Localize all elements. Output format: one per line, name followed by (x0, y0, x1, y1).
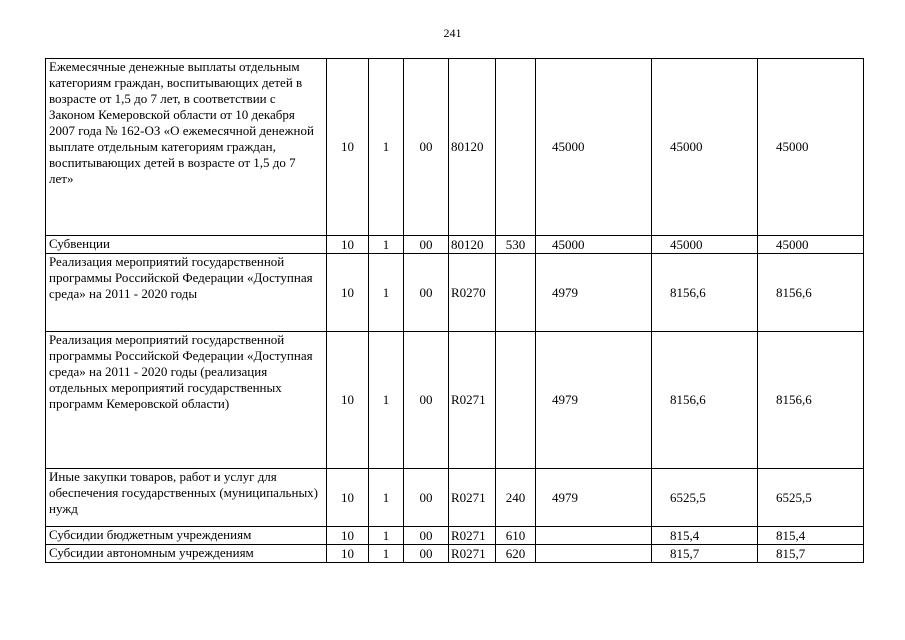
program-code-cell: 00 (404, 469, 449, 527)
amount-cell-1: 45000 (536, 59, 652, 236)
table-row (46, 59, 864, 236)
amount-cell-3: 6525,5 (758, 469, 864, 527)
table-row (46, 545, 864, 563)
amount-cell-1: 45000 (536, 236, 652, 254)
amount-cell-2: 8156,6 (652, 254, 758, 332)
target-article-cell: R0270 (449, 254, 496, 332)
row-name-cell: Реализация мероприятий государственной программы Российской Федерации «Доступная среда» на 2011 - 2020 годы (реализация отдельных мероприятий государственных программ Кемеровской области) (46, 332, 327, 469)
section-code-cell: 10 (327, 469, 369, 527)
subsection-code-cell: 1 (369, 236, 404, 254)
expense-type-cell (496, 254, 536, 332)
program-code-cell: 00 (404, 332, 449, 469)
amount-cell-2: 6525,5 (652, 469, 758, 527)
amount-cell-2: 45000 (652, 236, 758, 254)
page-number: 241 (443, 26, 462, 40)
target-article-cell: R0271 (449, 545, 496, 563)
amount-cell-1: 4979 (536, 469, 652, 527)
amount-cell-3: 815,7 (758, 545, 864, 563)
expense-type-cell: 240 (496, 469, 536, 527)
amount-cell-3: 815,4 (758, 527, 864, 545)
target-article-cell: R0271 (449, 527, 496, 545)
amount-cell-1 (536, 545, 652, 563)
table-row (46, 469, 864, 527)
table-row (46, 332, 864, 469)
amount-cell-1: 4979 (536, 332, 652, 469)
program-code-cell: 00 (404, 59, 449, 236)
expense-type-cell: 610 (496, 527, 536, 545)
section-code-cell: 10 (327, 236, 369, 254)
table-row (46, 527, 864, 545)
row-name-cell: Иные закупки товаров, работ и услуг для обеспечения государственных (муниципальных) нужд (46, 469, 327, 527)
subsection-code-cell: 1 (369, 254, 404, 332)
program-code-cell: 00 (404, 545, 449, 563)
target-article-cell: 80120 (449, 236, 496, 254)
program-code-cell: 00 (404, 527, 449, 545)
program-code-cell: 00 (404, 254, 449, 332)
table-row (46, 254, 864, 332)
amount-cell-3: 45000 (758, 59, 864, 236)
program-code-cell: 00 (404, 236, 449, 254)
amount-cell-3: 8156,6 (758, 254, 864, 332)
amount-cell-1 (536, 527, 652, 545)
budget-table (45, 58, 864, 563)
subsection-code-cell: 1 (369, 469, 404, 527)
amount-cell-3: 45000 (758, 236, 864, 254)
subsection-code-cell: 1 (369, 332, 404, 469)
row-name-cell: Субвенции (46, 236, 327, 254)
amount-cell-2: 815,7 (652, 545, 758, 563)
section-code-cell: 10 (327, 545, 369, 563)
subsection-code-cell: 1 (369, 527, 404, 545)
expense-type-cell (496, 59, 536, 236)
amount-cell-2: 8156,6 (652, 332, 758, 469)
section-code-cell: 10 (327, 332, 369, 469)
amount-cell-2: 45000 (652, 59, 758, 236)
row-name-cell: Реализация мероприятий государственной программы Российской Федерации «Доступная среда» на 2011 - 2020 годы (46, 254, 327, 332)
section-code-cell: 10 (327, 254, 369, 332)
subsection-code-cell: 1 (369, 545, 404, 563)
section-code-cell: 10 (327, 59, 369, 236)
target-article-cell: R0271 (449, 469, 496, 527)
row-name-cell: Субсидии автономным учреждениям (46, 545, 327, 563)
amount-cell-2: 815,4 (652, 527, 758, 545)
expense-type-cell (496, 332, 536, 469)
expense-type-cell: 620 (496, 545, 536, 563)
expense-type-cell: 530 (496, 236, 536, 254)
subsection-code-cell: 1 (369, 59, 404, 236)
row-name-cell: Ежемесячные денежные выплаты отдельным категориям граждан, воспитывающих детей в возрасте от 1,5 до 7 лет, в соответствии с Законом Кемеровской области от 10 декабря 2007 года № 162-ОЗ «О ежемесячной денежной выплате отдельным категориям граждан, воспитывающих детей в возрасте от 1,5 до 7 лет» (46, 59, 327, 236)
amount-cell-1: 4979 (536, 254, 652, 332)
amount-cell-3: 8156,6 (758, 332, 864, 469)
target-article-cell: 80120 (449, 59, 496, 236)
table-row (46, 236, 864, 254)
target-article-cell: R0271 (449, 332, 496, 469)
row-name-cell: Субсидии бюджетным учреждениям (46, 527, 327, 545)
section-code-cell: 10 (327, 527, 369, 545)
